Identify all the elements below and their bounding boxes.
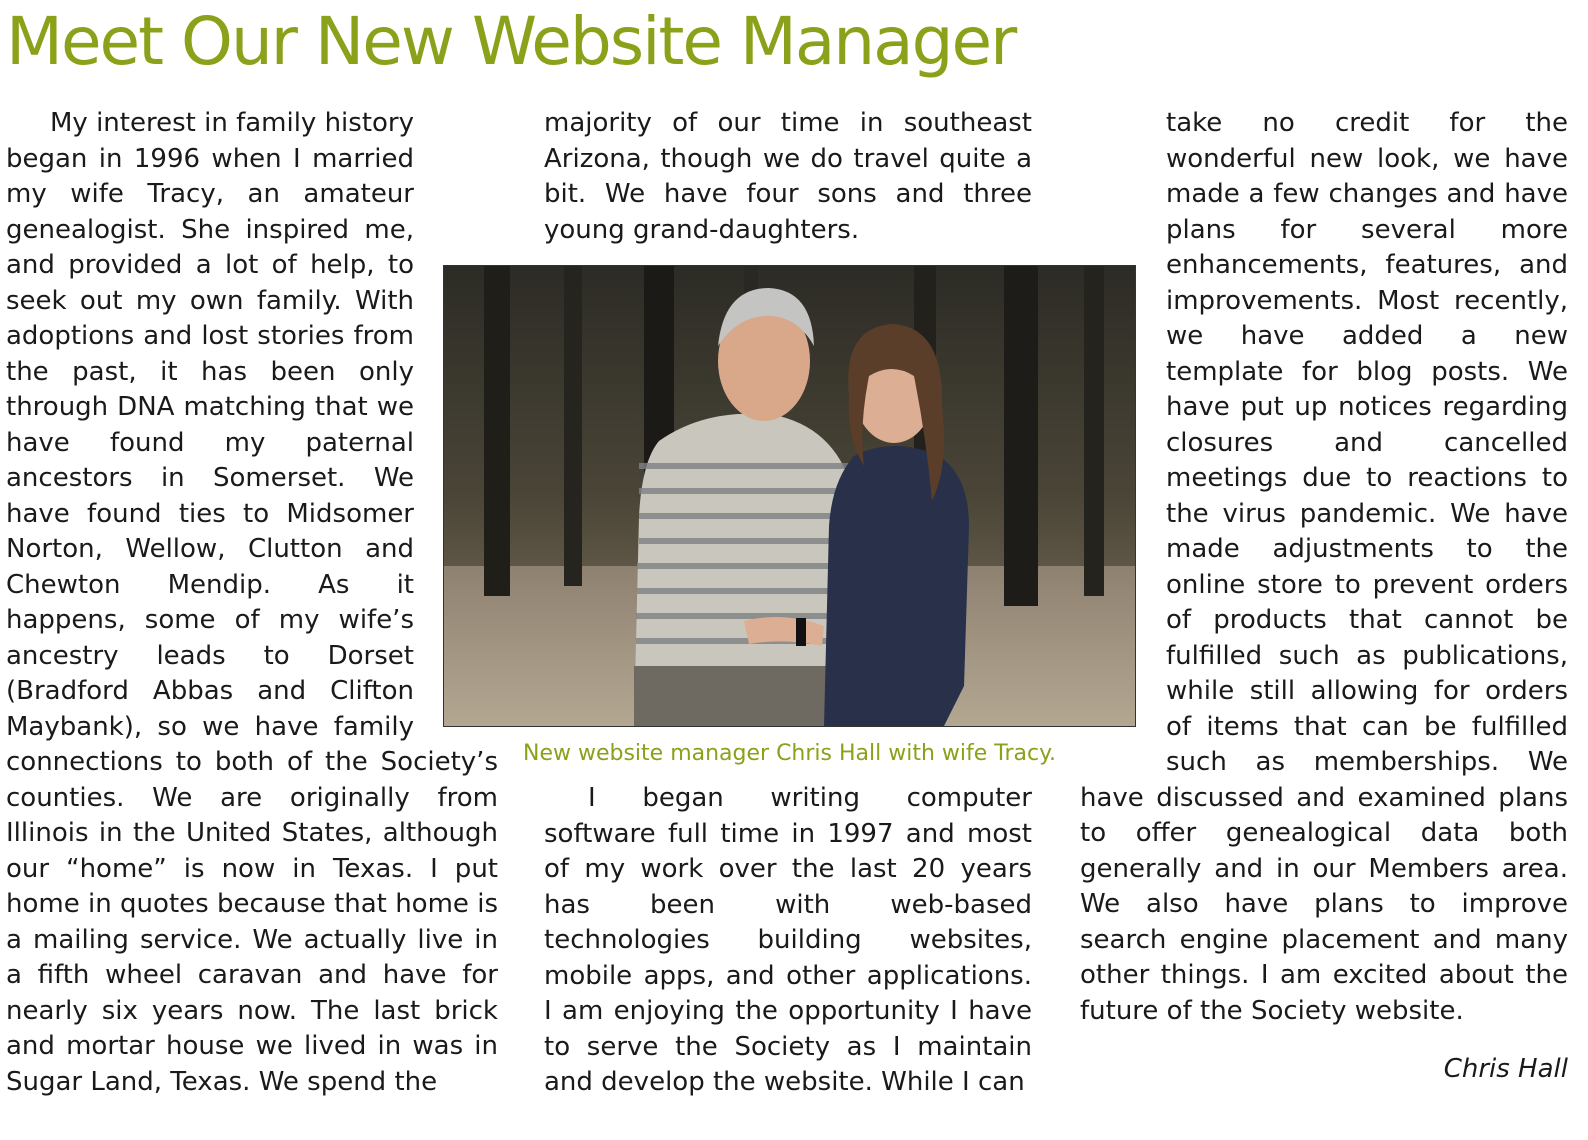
column-1 bbox=[6, 106, 498, 1100]
column-2-top bbox=[544, 106, 1032, 248]
photo-caption: New website manager Chris Hall with wife Tracy. bbox=[523, 741, 1056, 766]
paragraph-website-changes: take no credit for the wonderful new look, we have made a few changes and have plans for several more enhancements, features, and improvements. Most recently, we have added a new template for blog posts. We have put up notices regarding closures and cancelled meetings due to reactions to the virus pandemic. We have made adjustments to the online store to prevent orders of products that cannot be fulfilled such as publications, while still allowing for orders of items that can be fulfilled such as memberships. We have discussed and examined plans to offer genealogical data both generally and in our Members area. We also have plans to improve search engine placement and many other things. I am excited about the future of the Society website. bbox=[1080, 108, 1568, 1026]
photo-wrap-spacer-right bbox=[1080, 248, 1166, 779]
column-3 bbox=[1080, 106, 1568, 1029]
paragraph-intro: My interest in family history began in 1996 when I married my wife Tracy, an amateur genealogist. She inspired me, and provided a lot of help, to seek out my own family. With adoptions and lost stories from the past, it has been only through DNA matching that we have found my paternal ancestors in Somerset. We have found ties to Midsomer Norton, Wellow, Clutton and Chewton Mendip. As it happens, some of my wife’s ancestry leads to Dorset (Bradford Abbas and Clifton Maybank), so we have family connections to both of the Society’s counties. We are originally from Illinois in the United States, although our “home” is now in Texas. I put home in quotes because that home is a mailing service. We actually live in a fifth wheel caravan and have for nearly six years now. The last brick and mortar house we lived in was in Sugar Land, Texas. We spend the bbox=[6, 108, 498, 1097]
column-2-bottom bbox=[544, 781, 1032, 1101]
paragraph-arizona: majority of our time in southeast Arizona, though we do travel quite a bit. We have four sons and three young grand-daughters. bbox=[544, 108, 1032, 245]
article-title: Meet Our New Website Manager bbox=[6, 3, 1016, 80]
couple-photo bbox=[443, 265, 1136, 727]
paragraph-software: I began writing computer software full time in 1997 and most of my work over the last 20 years has been with web-based technologies building websites, mobile apps, and other applications. I am enjoying the opportunity I have to serve the Society as I maintain and develop the website. While I can bbox=[544, 783, 1032, 1097]
author-signature: Chris Hall bbox=[1443, 1054, 1568, 1084]
